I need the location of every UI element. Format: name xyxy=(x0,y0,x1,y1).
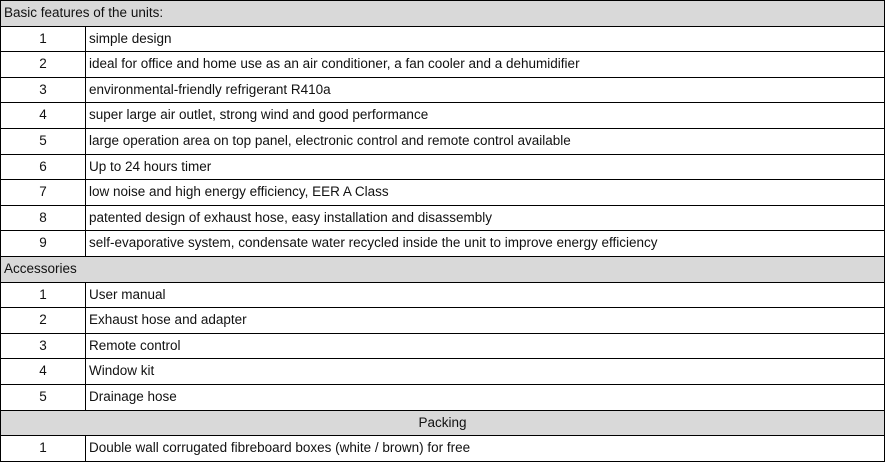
section-title: Basic features of the units: xyxy=(1,1,885,27)
row-number: 3 xyxy=(1,77,86,103)
row-text: patented design of exhaust hose, easy installation and disassembly xyxy=(86,205,885,231)
section-header-packing xyxy=(1,410,885,436)
row-number: 2 xyxy=(1,308,86,334)
table-row xyxy=(1,384,885,410)
row-text: Remote control xyxy=(86,333,885,359)
row-text: simple design xyxy=(86,26,885,52)
table-row xyxy=(1,308,885,334)
row-number: 5 xyxy=(1,128,86,154)
row-number: 5 xyxy=(1,384,86,410)
row-number: 1 xyxy=(1,436,86,462)
table-row xyxy=(1,231,885,257)
table-row xyxy=(1,26,885,52)
section-title: Accessories xyxy=(1,256,885,282)
row-number: 1 xyxy=(1,282,86,308)
table-row xyxy=(1,128,885,154)
row-number: 4 xyxy=(1,359,86,385)
row-text: ideal for office and home use as an air conditioner, a fan cooler and a dehumidifier xyxy=(86,52,885,78)
row-number: 3 xyxy=(1,333,86,359)
section-header-basic-features xyxy=(1,1,885,27)
row-text: large operation area on top panel, electronic control and remote control available xyxy=(86,128,885,154)
row-number: 4 xyxy=(1,103,86,129)
row-text: super large air outlet, strong wind and good performance xyxy=(86,103,885,129)
table-row xyxy=(1,52,885,78)
row-text: self-evaporative system, condensate water recycled inside the unit to improve energy efficiency xyxy=(86,231,885,257)
section-header-accessories xyxy=(1,256,885,282)
table-row xyxy=(1,359,885,385)
table-row xyxy=(1,154,885,180)
table-row xyxy=(1,436,885,462)
row-text: Exhaust hose and adapter xyxy=(86,308,885,334)
table-row xyxy=(1,77,885,103)
section-title: Packing xyxy=(1,410,885,436)
row-number: 9 xyxy=(1,231,86,257)
table-row xyxy=(1,282,885,308)
table-row xyxy=(1,205,885,231)
row-text: User manual xyxy=(86,282,885,308)
row-number: 1 xyxy=(1,26,86,52)
row-number: 8 xyxy=(1,205,86,231)
row-number: 2 xyxy=(1,52,86,78)
row-text: Up to 24 hours timer xyxy=(86,154,885,180)
row-text: environmental-friendly refrigerant R410a xyxy=(86,77,885,103)
table-row xyxy=(1,180,885,206)
table-row xyxy=(1,103,885,129)
row-text: Double wall corrugated fibreboard boxes (white / brown) for free xyxy=(86,436,885,462)
row-text: Drainage hose xyxy=(86,384,885,410)
row-text: Window kit xyxy=(86,359,885,385)
row-number: 6 xyxy=(1,154,86,180)
row-text: low noise and high energy efficiency, EER A Class xyxy=(86,180,885,206)
table-row xyxy=(1,333,885,359)
row-number: 7 xyxy=(1,180,86,206)
